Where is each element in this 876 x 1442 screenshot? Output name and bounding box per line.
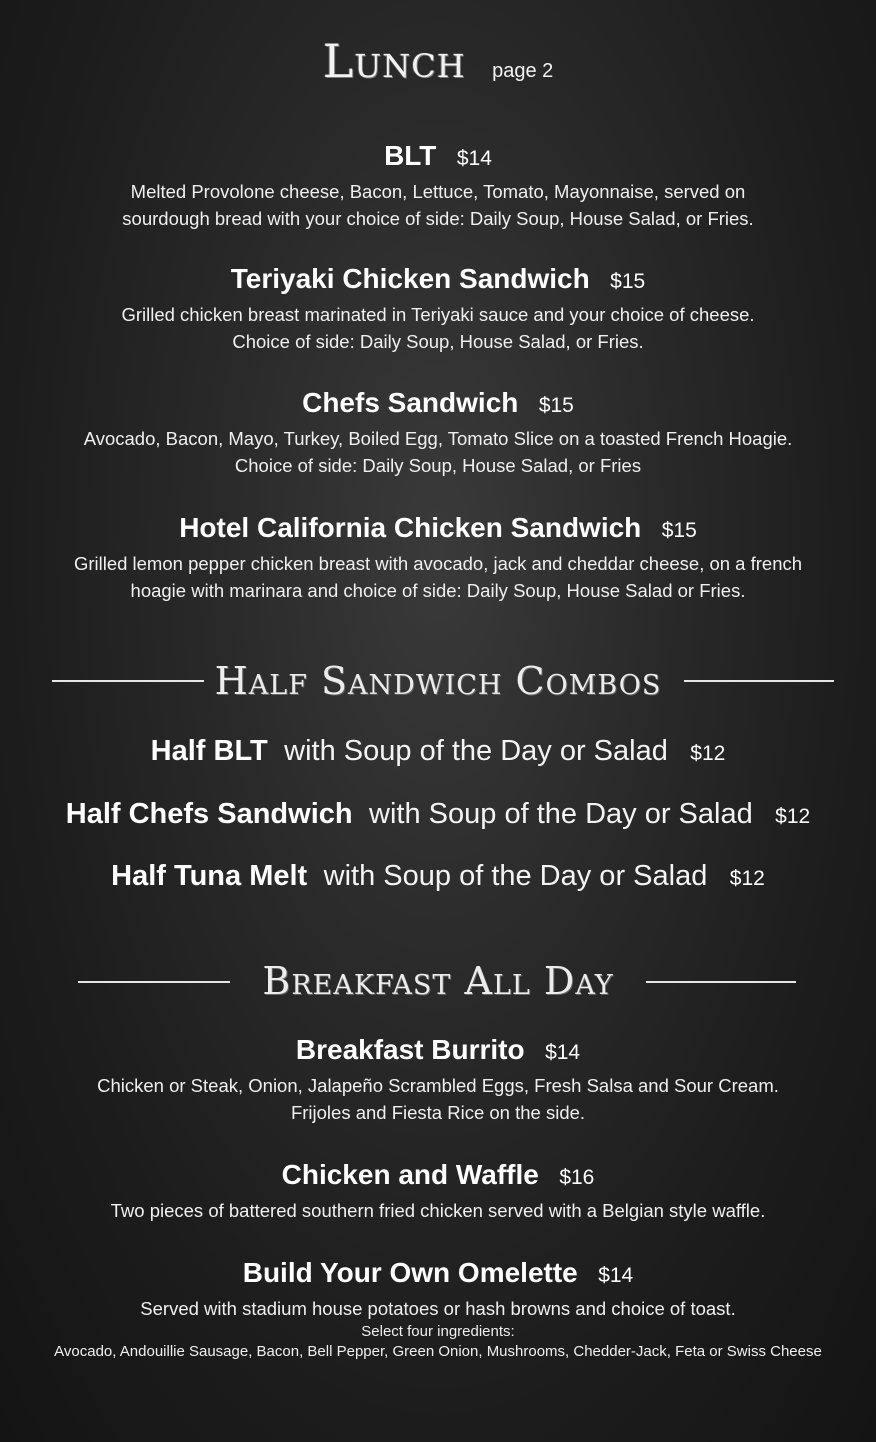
item-description <box>0 1295 876 1322</box>
combo-detail: with Soup of the Day or Salad <box>369 798 753 830</box>
section-title: Half Sandwich Combos <box>214 659 662 703</box>
item-name: Build Your Own Omelette <box>242 1257 578 1288</box>
combo-name: Half Tuna Melt <box>111 860 308 892</box>
combo-item-half-chefs-sandwich <box>0 798 876 831</box>
item-price: $16 <box>559 1166 595 1189</box>
item-name: Chicken and Waffle <box>281 1159 539 1190</box>
item-price: $14 <box>545 1041 581 1064</box>
item-price: $15 <box>610 270 646 293</box>
description-line: hoagie with marinara and choice of side: Daily Soup, House Salad or Fries. <box>130 580 746 601</box>
description-line: Melted Provolone cheese, Bacon, Lettuce, Tomato, Mayonnaise, served on <box>130 181 746 202</box>
menu-item-chicken-and-waffle <box>0 1158 876 1224</box>
item-description <box>0 1072 876 1126</box>
description-line: sourdough bread with your choice of side: Daily Soup, House Salad, or Fries. <box>122 208 754 229</box>
item-description <box>0 1197 876 1224</box>
ingredients-list: Avocado, Andouillie Sausage, Bacon, Bell Pepper, Green Onion, Mushrooms, Chedder-Jack, Feta or Swiss Cheese <box>54 1343 822 1360</box>
item-name: Teriyaki Chicken Sandwich <box>230 263 590 294</box>
description-line: Avocado, Bacon, Mayo, Turkey, Boiled Egg, Tomato Slice on a toasted French Hoagie. <box>83 428 793 449</box>
section-header-breakfast-all-day <box>0 957 876 1007</box>
menu-item-build-your-own-omelette <box>0 1256 876 1362</box>
item-name: Breakfast Burrito <box>295 1034 525 1065</box>
item-price: $15 <box>538 394 574 417</box>
item-price: $14 <box>456 147 492 170</box>
combo-price: $12 <box>775 805 811 828</box>
description-line: Two pieces of battered southern fried chicken served with a Belgian style waffle. <box>110 1200 766 1221</box>
menu-item-hotel-california-chicken-sandwich <box>0 511 876 604</box>
item-description <box>0 425 876 479</box>
item-description <box>0 550 876 604</box>
description-line: Served with stadium house potatoes or hash browns and choice of toast. <box>140 1298 736 1319</box>
ingredients-heading: Select four ingredients: <box>361 1323 515 1340</box>
description-line: Chicken or Steak, Onion, Jalapeño Scrambled Eggs, Fresh Salsa and Sour Cream. <box>97 1075 779 1096</box>
item-name: Hotel California Chicken Sandwich <box>179 512 642 543</box>
item-name: Chefs Sandwich <box>302 387 519 418</box>
combo-price: $12 <box>690 742 726 765</box>
description-line: Choice of side: Daily Soup, House Salad, or Fries <box>234 455 642 476</box>
item-description <box>0 178 876 232</box>
description-line: Grilled chicken breast marinated in Teriyaki sauce and your choice of cheese. <box>121 304 755 325</box>
combo-name: Half BLT <box>150 735 268 767</box>
menu-item-breakfast-burrito <box>0 1033 876 1126</box>
menu-item-teriyaki-chicken-sandwich <box>0 262 876 355</box>
item-price: $14 <box>598 1264 634 1287</box>
combo-detail: with Soup of the Day or Salad <box>323 860 708 892</box>
item-name: BLT <box>384 140 437 171</box>
section-header-half-sandwich-combos <box>0 657 876 707</box>
combo-name: Half Chefs Sandwich <box>65 798 353 830</box>
item-price: $15 <box>661 519 697 542</box>
combo-item-half-tuna-melt <box>0 860 876 893</box>
combo-detail: with Soup of the Day or Salad <box>284 735 668 767</box>
page-number: page 2 <box>492 60 554 82</box>
section-title: Breakfast All Day <box>262 959 614 1003</box>
divider <box>646 981 796 983</box>
menu-title: Lunch <box>322 34 466 88</box>
description-line: Choice of side: Daily Soup, House Salad, or Fries. <box>232 331 644 352</box>
divider <box>684 680 834 682</box>
combo-item-half-blt <box>0 735 876 768</box>
menu-item-chefs-sandwich <box>0 386 876 479</box>
description-line: Frijoles and Fiesta Rice on the side. <box>290 1102 586 1123</box>
item-description <box>0 301 876 355</box>
combo-price: $12 <box>729 867 765 890</box>
description-line: Grilled lemon pepper chicken breast with avocado, jack and cheddar cheese, on a french <box>73 553 803 574</box>
menu-header <box>0 34 876 88</box>
menu-item-blt <box>0 139 876 232</box>
ingredients-note <box>0 1322 876 1362</box>
